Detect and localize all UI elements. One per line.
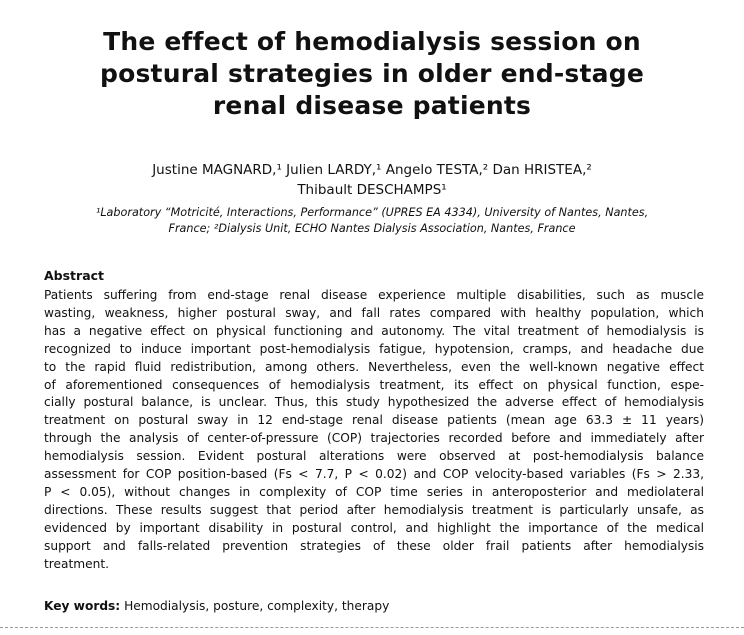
abstract-line: through the analysis of center-of-pressure (COP) trajectories recorded before and immediately after: [44, 431, 704, 446]
page-divider: [0, 627, 744, 628]
abstract-line: directions. These results suggest that period after hemodialysis treatment is particularly unsafe, as: [44, 502, 704, 517]
title-line: postural strategies in older end-stage: [100, 59, 644, 88]
affiliation-line: ¹Laboratory “Motricité, Interactions, Performance” (UPRES EA 4334), University of Nantes, Nantes,: [95, 206, 649, 219]
abstract-line: recognized to induce important post-hemodialysis fatigue, hypotension, cramps, and headache due: [44, 341, 704, 356]
affiliations: [40, 205, 704, 237]
abstract-line: treatment.: [44, 556, 110, 571]
abstract-line: assessment for COP position-based (Fs < 7.7, P < 0.02) and COP velocity-based variables (Fs > 2.33,: [44, 467, 704, 482]
abstract-line: wasting, weakness, higher postural sway, and fall rates compared with healthy population, which: [44, 305, 704, 320]
abstract-line: of aforementioned consequences of hemodialysis treatment, its effect on physical function, espe-: [44, 377, 704, 392]
title-line: The effect of hemodialysis session on: [103, 27, 641, 56]
abstract-line: cially postural balance, is unclear. Thus, this study hypothesized the adverse effect of hemodialysis: [44, 395, 704, 410]
abstract-body: [44, 287, 704, 574]
abstract-line: to the rapid fluid redistribution, among others. Nevertheless, even the well-known negative effect: [44, 359, 704, 374]
author-line: Justine MAGNARD,¹ Julien LARDY,¹ Angelo TESTA,² Dan HRISTEA,²: [152, 162, 592, 178]
abstract-line: treatment on postural sway in 12 end-stage renal disease patients (mean age 63.3 ± 11 years): [44, 413, 704, 428]
abstract-line: has a negative effect on physical functioning and autonomy. The vital treatment of hemodialysis is: [44, 323, 704, 338]
abstract-line: Patients suffering from end-stage renal disease experience multiple disabilities, such as muscle: [44, 288, 704, 302]
keywords-label: Key words:: [44, 599, 121, 613]
abstract-line: evidenced by important disability in postural control, and highlight the importance of the medical: [44, 520, 704, 535]
affiliation-line: France; ²Dialysis Unit, ECHO Nantes Dialysis Association, Nantes, France: [168, 222, 576, 235]
abstract-heading: Abstract: [44, 268, 105, 283]
abstract-line: P < 0.05), without changes in complexity of COP time series in anteroposterior and mediolateral: [44, 484, 704, 499]
paper-title: [20, 26, 724, 122]
keywords-text: Hemodialysis, posture, complexity, therapy: [124, 599, 390, 613]
abstract-line: support and falls-related prevention strategies of these older frail patients after hemodialysis: [44, 538, 704, 553]
keywords-line: [44, 598, 389, 614]
author-list: [20, 160, 724, 200]
abstract-line: hemodialysis session. Evident postural alterations were observed at post-hemodialysis balance: [44, 449, 704, 464]
author-line: Thibault DESCHAMPS¹: [297, 182, 447, 198]
title-line: renal disease patients: [212, 91, 532, 120]
